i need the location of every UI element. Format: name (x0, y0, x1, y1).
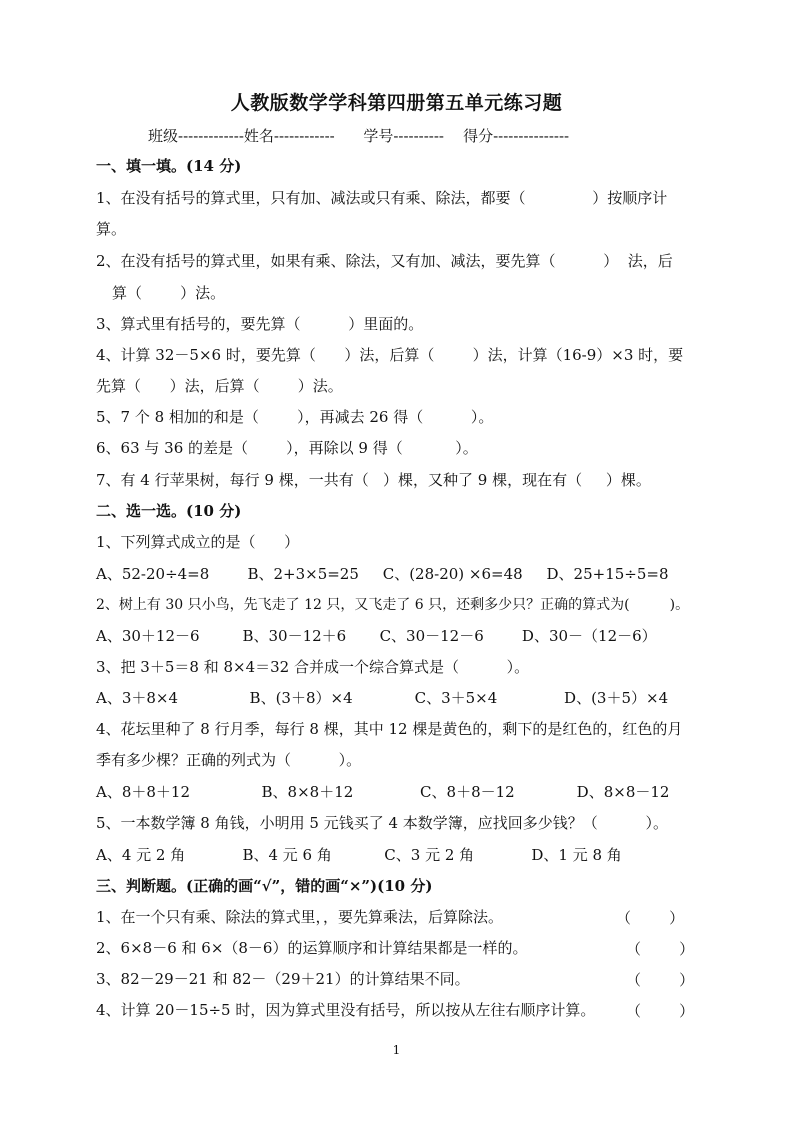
s2-line: 4、花坛里种了 8 行月季，每行 8 棵，其中 12 棵是黄色的，剩下的是红色的，红色的月 (96, 720, 683, 738)
s1-line: 2、在没有括号的算式里，如果有乘、除法，又有加、减法，要先算（ ） 法，后 (96, 252, 673, 270)
section3-heading: 三、判断题。(正确的画“√”，错的画“×”)(10 分) (96, 877, 433, 895)
s2-line: 1、下列算式成立的是（ ） (96, 533, 300, 551)
s3-answer-blank: （ ） (626, 1002, 695, 1020)
page-title: 人教版数学学科第四册第五单元练习题 (230, 92, 563, 114)
s1-line: 7、有 4 行苹果树，每行 9 棵，一共有（ ）棵，又种了 9 棵，现在有（ ）棵。 (96, 471, 651, 489)
s1-line: 3、算式里有括号的，要先算（ ）里面的。 (96, 315, 424, 333)
s3-item: 1、在一个只有乘、除法的算式里，，要先算乘法，后算除法。 (96, 908, 504, 926)
s1-line: 5、7 个 8 相加的和是（ ），再减去 26 得（ ）。 (96, 408, 494, 426)
s1-line: 先算（ ）法，后算（ ）法。 (96, 377, 343, 395)
s1-line: 4、计算 32－5×6 时，要先算（ ）法，后算（ ）法，计算（16-9）×3 时，要 (96, 346, 684, 364)
s3-answer-blank: （ ） (626, 940, 695, 958)
s2-options: A、30＋12－6 B、30－12＋6 C、30－12－6 D、30－（12－6） (96, 627, 657, 645)
s3-item: 4、计算 20－15÷5 时，因为算式里没有括号，所以按从左往右顺序计算。 (96, 1001, 596, 1019)
s2-options: A、3＋8×4 B、(3＋8）×4 C、3＋5×4 D、(3＋5）×4 (96, 689, 669, 707)
section1-heading: 一、填一填。(14 分) (96, 157, 242, 175)
s2-line: 2、树上有 30 只小鸟，先飞走了 12 只，又飞走了 6 只，还剩多少只？正确的算式为( )。 (96, 597, 690, 613)
s1-line: 算（ ）法。 (112, 284, 226, 302)
s3-item: 2、6×8－6 和 6×（8－6）的运算顺序和计算结果都是一样的。 (96, 939, 528, 957)
s3-answer-blank: （ ） (616, 909, 685, 927)
section2-heading: 二、选一选。(10 分) (96, 502, 242, 520)
s3-answer-blank: （ ） (626, 971, 695, 989)
s1-line: 6、63 与 36 的差是（ ），再除以 9 得（ ）。 (96, 439, 478, 457)
s3-item: 3、82－29－21 和 82－（29＋21）的计算结果不同。 (96, 970, 470, 988)
page-number: 1 (392, 1043, 401, 1057)
s2-line: 5、一本数学簿 8 角钱，小明用 5 元钱买了 4 本数学簿，应找回多少钱？（ ）。 (96, 814, 668, 832)
s2-line: 季有多少棵？正确的列式为（ ）。 (96, 751, 362, 769)
s2-options: A、8＋8＋12 B、8×8＋12 C、8＋8－12 D、8×8－12 (96, 783, 670, 801)
s1-line: 1、在没有括号的算式里，只有加、减法或只有乘、除法，都要（ ）按顺序计 (96, 189, 668, 207)
student-info-line: 班级-------------姓名------------ 学号---------- 得分--------------- (148, 127, 570, 145)
s1-line: 算。 (96, 220, 127, 238)
s2-options: A、52-20÷4=8 B、2+3×5=25 C、(28-20) ×6=48 D、25+15÷5=8 (96, 565, 669, 583)
s2-line: 3、把 3＋5＝8 和 8×4＝32 合并成一个综合算式是（ ）。 (96, 658, 530, 676)
s2-options: A、4 元 2 角 B、4 元 6 角 C、3 元 2 角 D、1 元 8 角 (96, 846, 622, 864)
